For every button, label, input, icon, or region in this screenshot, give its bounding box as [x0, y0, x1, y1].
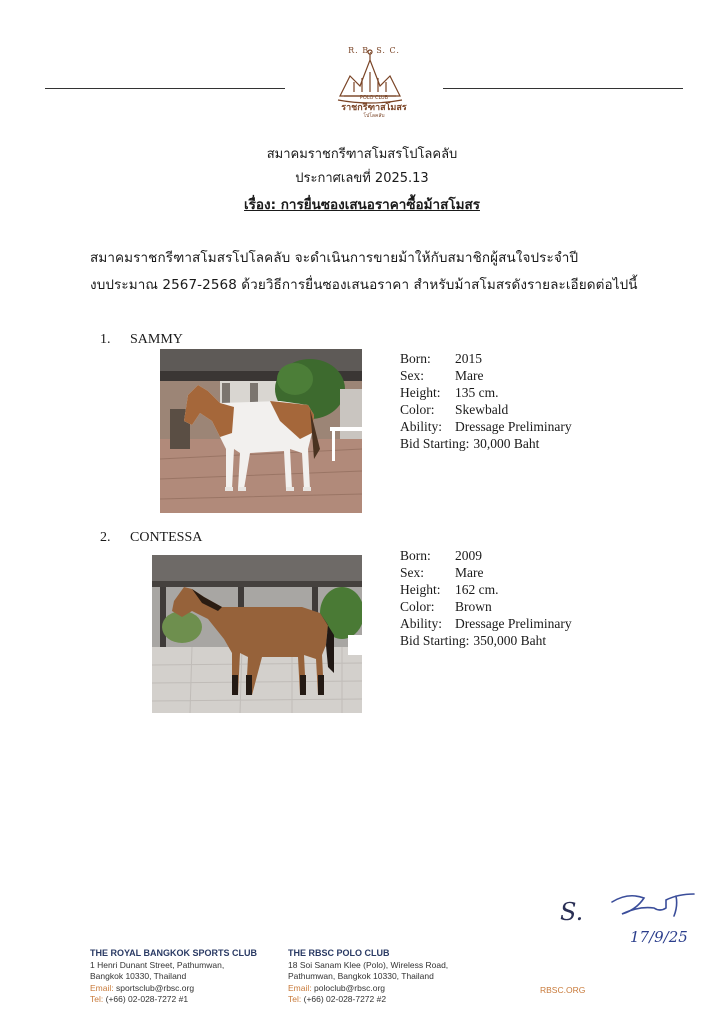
sex-value: Mare — [455, 368, 484, 383]
announcement-number: ประกาศเลขที่ 2025.13 — [295, 171, 429, 186]
sex-label: Sex: — [400, 565, 425, 580]
horse-2-details — [400, 547, 572, 649]
footer-polo-club-tel-row — [288, 994, 448, 1006]
bid-label: Bid Starting: — [400, 436, 470, 451]
sex-label: Sex: — [400, 368, 425, 383]
born-value: 2015 — [455, 351, 482, 366]
footer-sports-club-title: THE ROYAL BANGKOK SPORTS CLUB — [90, 948, 258, 958]
horse-2-number: 2. — [100, 530, 111, 545]
horse-1-details — [400, 350, 572, 452]
horse-1-color-row — [400, 401, 572, 418]
horse-2-photo — [152, 555, 362, 713]
footer-polo-club — [288, 948, 448, 1006]
footer-sports-club-tel-row — [90, 994, 257, 1006]
horse-1-number: 1. — [100, 332, 111, 347]
ability-value: Dressage Preliminary — [455, 419, 572, 434]
horse-2-color-row — [400, 598, 572, 615]
header-rule-right — [443, 88, 683, 89]
bid-value: 350,000 Baht — [473, 633, 547, 648]
ability-value: Dressage Preliminary — [455, 616, 572, 631]
horse-1-bid-row — [400, 435, 572, 452]
horse-2-ability-row — [400, 615, 572, 632]
horse-2-name: CONTESSA — [130, 530, 203, 545]
tel-label: Tel: — [288, 994, 302, 1004]
footer-sports-club-address-1: 1 Henri Dunant Street, Pathumwan, — [90, 959, 225, 970]
footer-sports-club-tel[interactable]: (+66) 02-028-7272 #1 — [105, 994, 189, 1004]
height-label: Height: — [400, 582, 441, 597]
footer-sports-club — [90, 948, 257, 1006]
ability-label: Ability: — [400, 616, 443, 631]
horse-1-sex-row — [400, 367, 572, 384]
footer-polo-club-address-2: Pathumwan, Bangkok 10330, Thailand — [288, 971, 434, 981]
horse-2-sex-row — [400, 564, 572, 581]
signature-initial: S. — [560, 898, 584, 926]
footer-sports-club-address-2: Bangkok 10330, Thailand — [90, 971, 187, 981]
horse-1-photo — [160, 349, 362, 513]
color-label: Color: — [400, 599, 435, 614]
footer-polo-club-title: THE RBSC POLO CLUB — [288, 948, 390, 958]
logo-thai-text: ราชกรีฑาสโมสร — [341, 103, 407, 113]
footer-polo-club-email-row — [288, 983, 448, 995]
bid-value: 30,000 Baht — [473, 436, 540, 451]
height-label: Height: — [400, 385, 441, 400]
footer-sports-club-email[interactable]: sportsclub@rbsc.org — [116, 982, 195, 993]
logo-initials: R. B. S. C. — [348, 46, 400, 55]
intro-line-1: สมาคมราชกรีฑาสโมสรโปโลคลับ จะดำเนินการขายม้าให้กับสมาชิกผู้สนใจประจำปี — [90, 250, 579, 266]
subject-text: เรื่อง: การยื่นซองเสนอราคาซื้อม้าสโมสร — [244, 197, 480, 213]
email-label: Email: — [288, 982, 312, 993]
org-name: สมาคมราชกรีฑาสโมสรโปโลคลับ — [266, 147, 458, 162]
height-value: 135 cm. — [455, 385, 499, 400]
sex-value: Mare — [455, 565, 484, 580]
footer-sports-club-email-row — [90, 983, 257, 995]
signature-mark-icon — [608, 888, 700, 920]
horse-2-born-row — [400, 547, 572, 564]
subject-line — [0, 193, 724, 215]
born-value: 2009 — [455, 548, 482, 563]
header-rule-left — [45, 88, 285, 89]
ability-label: Ability: — [400, 419, 443, 434]
footer-polo-club-address-1: 18 Soi Sanam Klee (Polo), Wireless Road, — [288, 959, 449, 970]
horse-1-heading — [100, 332, 183, 348]
logo-thai-subtext: โปโลคลับ — [363, 113, 385, 119]
horse-1-ability-row — [400, 418, 572, 435]
born-label: Born: — [400, 548, 431, 563]
footer-polo-club-tel[interactable]: (+66) 02-028-7272 #2 — [303, 994, 387, 1004]
intro-line-2: งบประมาณ 2567-2568 ด้วยวิธีการยื่นซองเสนอราคา สำหรับม้าสโมสรดังรายละเอียดต่อไปนี้ — [90, 277, 638, 293]
horse-2-heading — [100, 530, 202, 546]
email-label: Email: — [90, 982, 114, 993]
tel-label: Tel: — [90, 994, 104, 1004]
horse-1-height-row — [400, 384, 572, 401]
color-label: Color: — [400, 402, 435, 417]
height-value: 162 cm. — [455, 582, 499, 597]
horse-1-born-row — [400, 350, 572, 367]
logo-polo-text: POLO CLUB — [359, 95, 389, 101]
bid-label: Bid Starting: — [400, 633, 470, 648]
color-value: Skewbald — [455, 402, 509, 417]
horse-1-name: SAMMY — [130, 332, 183, 347]
footer-polo-club-email[interactable]: poloclub@rbsc.org — [314, 982, 385, 993]
horse-2-bid-row — [400, 632, 572, 649]
born-label: Born: — [400, 351, 431, 366]
signature-date: 17/9/25 — [630, 928, 688, 946]
horse-2-height-row — [400, 581, 572, 598]
footer-website-link[interactable]: RBSC.ORG — [540, 985, 586, 995]
color-value: Brown — [455, 599, 492, 614]
